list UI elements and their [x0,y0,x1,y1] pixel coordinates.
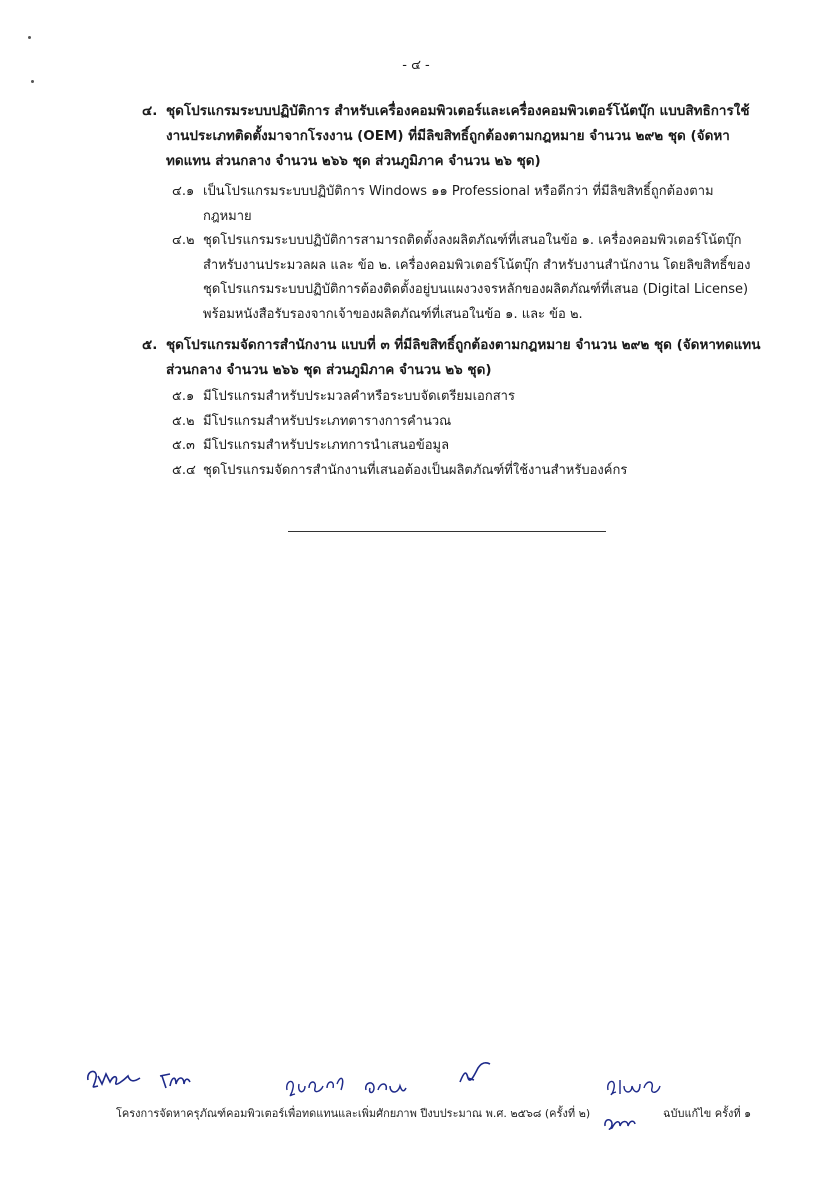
section-5 [0,333,832,483]
list-item [0,434,832,459]
item-text: ชุดโปรแกรมจัดการสำนักงานที่เสนอต้องเป็นผลิตภัณฑ์ที่ใช้งานสำหรับองค์กร [203,462,628,478]
item-text: ชุดโปรแกรมระบบปฏิบัติการสามารถติดตั้งลงผลิตภัณฑ์ที่เสนอในข้อ ๑. เครื่องคอมพิวเตอร์โน้ตบุ๊ก สำหรับงานประมวลผล และ ข้อ ๒. เครื่องคอมพิวเตอร์โน้ตบุ๊ก สำหรับงานสำนักงาน โดยลิขสิทธิ์ของชุดโปรแกรมระบบปฏิบัติการต้องติดตั้งอยู่บนแผงวงจรหลักของผลิตภัณฑ์ที่เสนอ (Digital License) พร้อมหนังสือรับรองจากเจ้าของผลิตภัณฑ์ที่เสนอในข้อ ๑. และ ข้อ ๒. [203,233,751,322]
item-text: มีโปรแกรมสำหรับประเภทการนำเสนอข้อมูล [203,438,450,453]
section-heading [0,99,832,174]
section-heading [0,333,832,383]
scan-speck [31,80,34,83]
signature-7 [602,1112,638,1134]
end-rule [288,531,606,532]
signature-3 [283,1070,349,1100]
item-text: มีโปรแกรมสำหรับประเภทตารางการคำนวณ [203,413,452,429]
footer-revision: ฉบับแก้ไข ครั้งที่ ๑ [663,1107,752,1120]
item-number: ๕.๓ [172,438,195,453]
signature-5 [456,1058,492,1088]
item-number: ๕.๒ [172,413,195,429]
section-number: ๔. [142,103,158,119]
item-text: เป็นโปรแกรมระบบปฏิบัติการ Windows ๑๑ Professional หรือดีกว่า ที่มีลิขสิทธิ์ถูกต้องตามกฎหมาย [203,184,714,224]
item-number: ๕.๑ [172,389,195,404]
item-number: ๕.๔ [172,462,196,478]
list-item [0,410,832,435]
footer-project-title: โครงการจัดหาครุภัณฑ์คอมพิวเตอร์เพื่อทดแทนและเพิ่มศักยภาพ ปีงบประมาณ พ.ศ. ๒๕๖๘ (ครั้งที่ ๒) [116,1107,591,1120]
item-number: ๔.๒ [172,233,195,248]
signature-2 [158,1068,192,1094]
scan-speck [28,36,31,39]
item-text: มีโปรแกรมสำหรับประมวลคำหรือระบบจัดเตรียมเอกสาร [203,389,515,404]
section-number: ๕. [142,337,158,353]
signature-4 [362,1074,408,1098]
section-4 [0,99,832,327]
list-item [0,459,832,484]
section-title: ชุดโปรแกรมระบบปฏิบัติการ สำหรับเครื่องคอมพิวเตอร์และเครื่องคอมพิวเตอร์โน้ตบุ๊ก แบบสิทธิการใช้งานประเภทติดตั้งมาจากโรงงาน (OEM) ที่มีลิขสิทธิ์ถูกต้องตามกฎหมาย จำนวน ๒๙๒ ชุด (จัดหาทดแทน ส่วนกลาง จำนวน ๒๖๖ ชุด ส่วนภูมิภาค จำนวน ๒๖ ชุด) [166,103,750,169]
list-item [0,229,832,327]
list-item [0,385,832,410]
page-number: - ๔ - [402,58,430,73]
section-title: ชุดโปรแกรมจัดการสำนักงาน แบบที่ ๓ ที่มีลิขสิทธิ์ถูกต้องตามกฎหมาย จำนวน ๒๙๒ ชุด (จัดหาทดแทน ส่วนกลาง จำนวน ๒๖๖ ชุด ส่วนภูมิภาค จำนวน ๒๖ ชุด) [166,337,761,378]
signature-6 [604,1072,664,1100]
item-number: ๔.๑ [172,184,195,199]
list-item [0,180,832,229]
signature-1 [84,1064,144,1094]
